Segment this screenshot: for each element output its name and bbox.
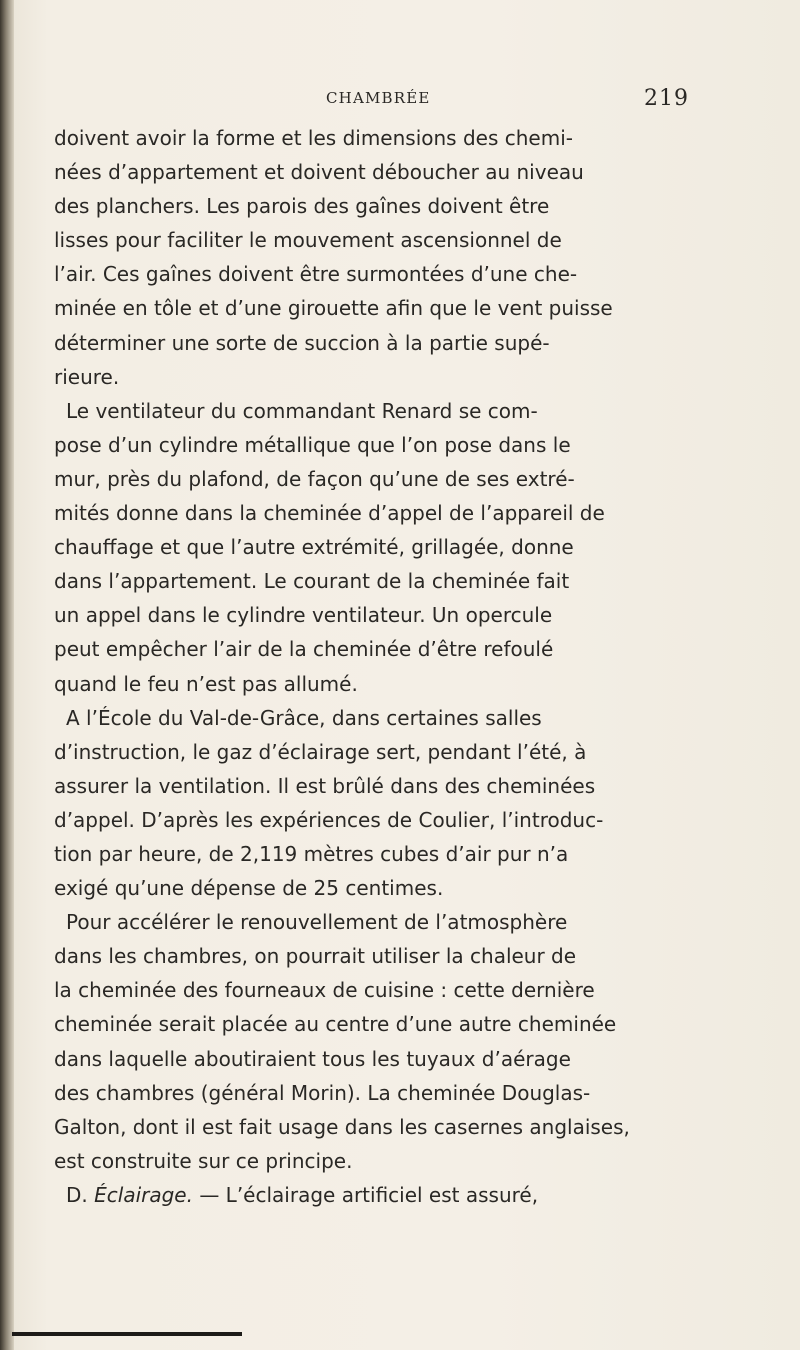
text-line: lisses pour faciliter le mouvement ascensionnel de (54, 228, 562, 253)
bottom-rule (12, 1332, 242, 1336)
text-line: Pour accélérer le renouvellement de l’atmosphère (66, 910, 568, 935)
text-line: rieure. (54, 364, 120, 389)
section-text: — L’éclairage artificiel est assuré, (192, 1182, 539, 1207)
text-line: exigé qu’une dépense de 25 centimes. (54, 876, 444, 901)
text-line: d’instruction, le gaz d’éclairage sert, pendant l’été, à (54, 739, 587, 764)
text-line: nées d’appartement et doivent déboucher au niveau (54, 160, 584, 185)
text-line: assurer la ventilation. Il est brûlé dans des cheminées (54, 773, 596, 798)
text-line: mur, près du plafond, de façon qu’une de ses extré- (54, 466, 575, 491)
page-header (0, 86, 800, 117)
text-line: Galton, dont il est fait usage dans les casernes anglaises, (54, 1114, 630, 1139)
body-text (54, 121, 789, 1212)
section-title: Éclairage. (94, 1182, 193, 1207)
text-line: des planchers. Les parois des gaînes doivent être (54, 194, 550, 219)
text-line: l’air. Ces gaînes doivent être surmontées d’une che- (54, 262, 578, 287)
text-line: tion par heure, de 2,119 mètres cubes d’air pur n’a (54, 841, 569, 866)
text-line: des chambres (général Morin). La cheminée Douglas- (54, 1080, 591, 1105)
text-line: déterminer une sorte de succion à la partie supé- (54, 330, 550, 355)
text-line: mités donne dans la cheminée d’appel de l’appareil de (54, 501, 605, 526)
text-line: quand le feu n’est pas allumé. (54, 671, 358, 696)
text-line: dans l’appartement. Le courant de la cheminée fait (54, 569, 570, 594)
text-line: pose d’un cylindre métallique que l’on pose dans le (54, 432, 571, 457)
text-line: dans laquelle aboutiraient tous les tuyaux d’aérage (54, 1046, 571, 1071)
text-line: un appel dans le cylindre ventilateur. Un opercule (54, 603, 553, 628)
text-line: chauffage et que l’autre extrémité, grillagée, donne (54, 535, 574, 560)
text-line: Le ventilateur du commandant Renard se com- (66, 398, 538, 423)
page-number: 219 (644, 86, 689, 111)
text-line: minée en tôle et d’une girouette afin que le vent puisse (54, 296, 613, 321)
text-line: dans les chambres, on pourrait utiliser la chaleur de (54, 944, 577, 969)
section-number: D. (66, 1182, 95, 1207)
book-binding-edge (0, 0, 14, 1350)
section-heading-line (54, 1178, 789, 1212)
text-line: d’appel. D’après les expériences de Coulier, l’introduc- (54, 807, 604, 832)
text-line: doivent avoir la forme et les dimensions des chemi- (54, 126, 573, 150)
text-line: peut empêcher l’air de la cheminée d’être refoulé (54, 637, 554, 662)
text-line: A l’École du Val-de-Grâce, dans certaines salles (66, 705, 542, 730)
running-head: CHAMBRÉE (326, 89, 431, 107)
text-line: la cheminée des fourneaux de cuisine : cette dernière (54, 978, 595, 1003)
text-line: cheminée serait placée au centre d’une autre cheminée (54, 1012, 617, 1037)
text-line: est construite sur ce principe. (54, 1148, 353, 1173)
